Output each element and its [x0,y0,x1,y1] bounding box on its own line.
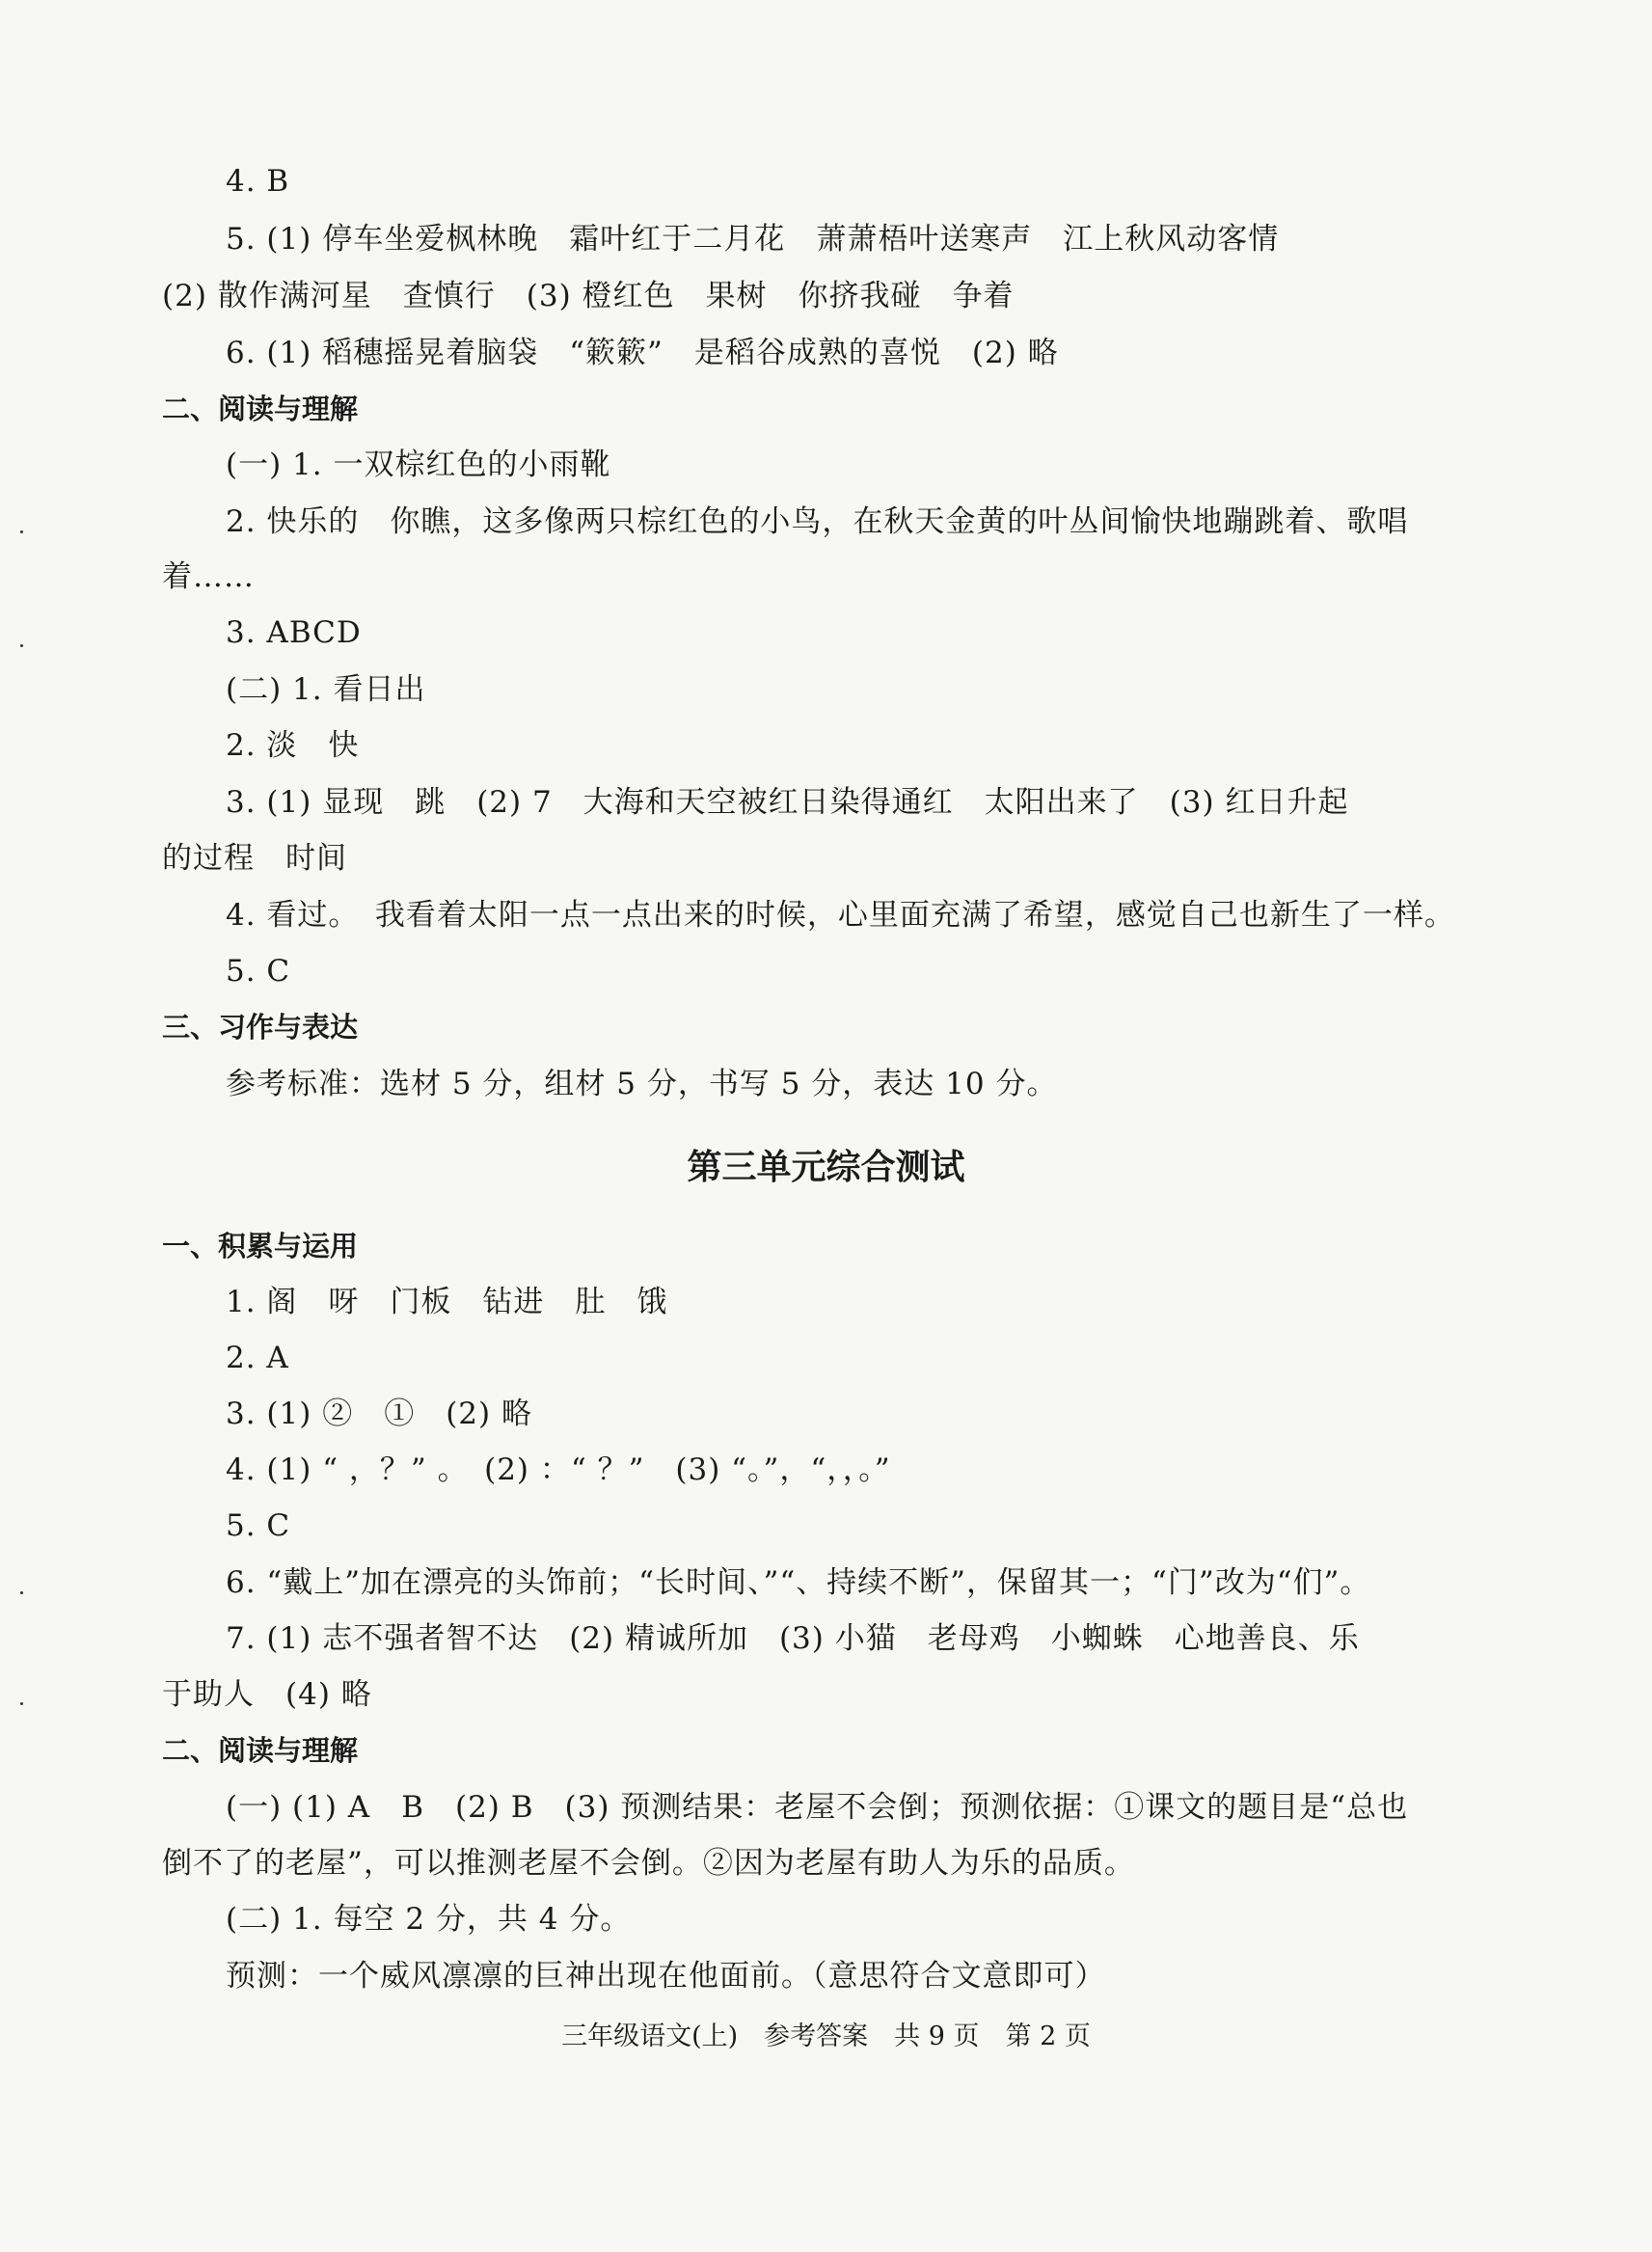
answer-line: 4. (1) “ ，？” 。 (2) ：“ ？” (3) “。”，“，，。” [226,1452,891,1487]
section-heading: 一、积累与运用 [162,1230,359,1262]
answer-line: 7. (1) 志不强者智不达 (2) 精诚所加 (3) 小猫 老母鸡 小蜘蛛 心地善良、乐 [226,1621,1360,1656]
answer-line: 着…… [162,559,255,594]
answer-line: (一) 1. 一双棕红色的小雨靴 [226,448,611,482]
answer-line: (2) 散作满河星 查慎行 (3) 橙红色 果树 你挤我碰 争着 [162,279,1015,313]
scan-speck [20,530,23,533]
section-heading: 二、阅读与理解 [162,393,359,425]
answer-line: (一) (1) A B (2) B (3) 预测结果：老屋不会倒；预测依据：①课文的题目是“总也 [226,1790,1409,1825]
answer-line: 6. (1) 稻穗摇晃着脑袋 “簌簌” 是稻谷成熟的喜悦 (2) 略 [226,336,1059,370]
answer-line: 1. 阁 呀 门板 钻进 肚 饿 [226,1285,668,1319]
section-heading: 二、阅读与理解 [162,1734,359,1767]
answer-line: (二) 1. 每空 2 分，共 4 分。 [226,1902,632,1937]
answer-line: 预测：一个威风凛凛的巨神出现在他面前。（意思符合文意即可） [226,1959,1106,1994]
scan-speck [20,1702,23,1705]
answer-line: (二) 1. 看日出 [226,672,426,707]
answer-line: 参考标准：选材 5 分，组材 5 分，书写 5 分，表达 10 分。 [226,1067,1058,1101]
answer-line: 4. 看过。 我看着太阳一点一点出来的时候，心里面充满了希望，感觉自己也新生了一样。 [226,898,1455,933]
unit-test-title: 第三单元综合测试 [687,1148,965,1187]
answer-line: 2. A [226,1341,289,1375]
scan-speck [20,1591,23,1594]
scan-speck [20,644,23,647]
answer-line: 2. 快乐的 你瞧，这多像两只棕红色的小鸟，在秋天金黄的叶丛间愉快地蹦跳着、歌唱 [226,504,1409,539]
answer-line: 倒不了的老屋”，可以推测老屋不会倒。②因为老屋有助人为乐的品质。 [162,1846,1135,1881]
answer-line: 5. (1) 停车坐爱枫林晚 霜叶红于二月花 萧萧梧叶送寒声 江上秋风动客情 [226,222,1280,257]
answer-line: 3. ABCD [226,615,362,650]
answer-line: 5. C [226,1508,291,1543]
answer-line: 的过程 时间 [162,841,347,876]
section-heading: 三、习作与表达 [162,1011,359,1044]
answer-line: 于助人 (4) 略 [162,1677,372,1712]
answer-line: 3. (1) 显现 跳 (2) 7 大海和天空被红日染得通红 太阳出来了 (3) 红日升起 [226,785,1349,820]
answer-line: 6. “戴上”加在漂亮的头饰前；“长时间、”“、持续不断”，保留其一；“门”改为“们”。 [226,1565,1371,1600]
answer-line: 4. B [226,164,290,199]
page-footer: 三年级语文(上) 参考答案 共 9 页 第 2 页 [561,2021,1091,2051]
answer-line: 2. 淡 快 [226,728,360,763]
answer-line: 3. (1) ② ① (2) 略 [226,1397,532,1431]
answer-line: 5. C [226,954,291,989]
